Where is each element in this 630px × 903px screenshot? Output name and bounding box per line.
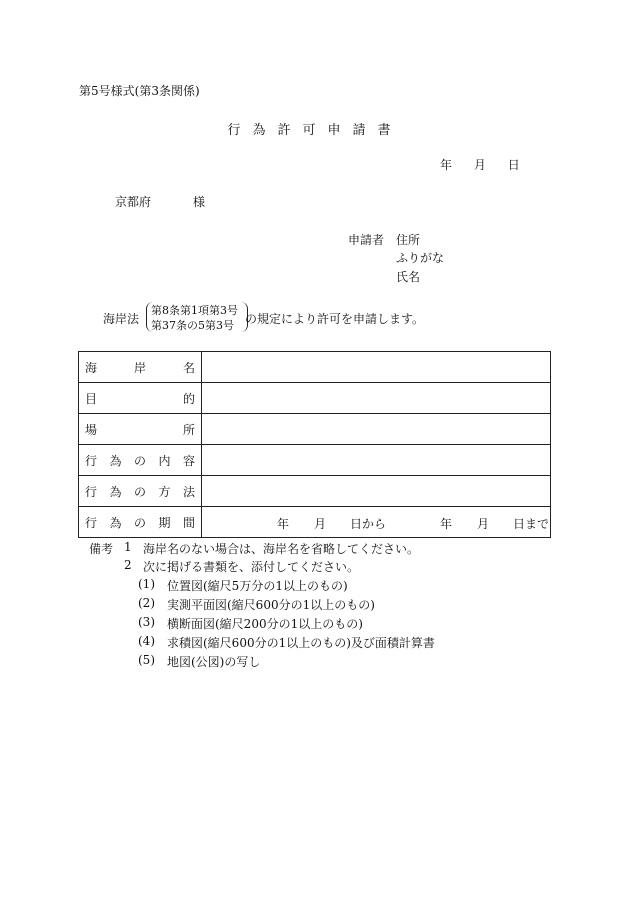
sub-item-5-num: (5) [138, 653, 155, 667]
row-label-char: 的 [182, 391, 195, 406]
period-year-from: 年 [277, 517, 290, 531]
row-label-char: の [133, 484, 146, 499]
row-label [79, 352, 202, 383]
note-1-text: 海岸名のない場合は、海岸名を省略してください。 [143, 542, 420, 556]
row-label-char: の [133, 515, 146, 530]
sub-item-3-text: 横断面図(縮尺200分の1以上のもの) [167, 617, 363, 631]
row-label-char: 所 [182, 422, 195, 437]
row-label-char: 内 [158, 453, 171, 468]
law-article-1: 第8条第1項第3号 [151, 304, 238, 317]
table-row [79, 414, 551, 445]
row-label-char: 名 [182, 360, 195, 375]
sub-item-4-num: (4) [138, 634, 155, 648]
row-label-char: 行 [85, 515, 98, 530]
period-day-from: 日から [350, 517, 387, 531]
row-label-char: 間 [182, 515, 195, 530]
date-line [440, 156, 520, 173]
date-year: 年 [440, 158, 453, 172]
row-value-field[interactable] [202, 476, 551, 507]
note-2-text: 次に掲げる書類を、添付してください。 [143, 560, 360, 574]
row-label [79, 383, 202, 414]
table-row [79, 476, 551, 507]
table-row [79, 352, 551, 383]
sub-item-1-num: (1) [138, 577, 155, 591]
row-label [79, 476, 202, 507]
applicant-label: 申請者 [348, 233, 385, 247]
row-label [79, 507, 202, 538]
period-month-from: 月 [314, 517, 327, 531]
sub-item-5-text: 地図(公図)の写し [167, 655, 261, 669]
table-row [79, 445, 551, 476]
law-statement-tail: の規定により許可を申請します。 [245, 312, 425, 326]
law-article-2: 第37条の5第3号 [151, 319, 234, 332]
notes-heading: 備考 [89, 542, 114, 556]
row-label-char: 為 [109, 515, 122, 530]
addressee-name: 京都府 [115, 195, 152, 209]
form-title: 行為許可申請書 [227, 123, 403, 138]
note-2-num: 2 [124, 558, 132, 572]
row-label-char: 場 [85, 422, 98, 437]
application-table [78, 351, 551, 538]
row-value-field[interactable] [202, 414, 551, 445]
sub-item-2-text: 実測平面図(縮尺600分の1以上のもの) [167, 598, 375, 612]
row-label-char: 為 [109, 484, 122, 499]
row-label-char: 岸 [133, 360, 146, 375]
table-row [79, 383, 551, 414]
row-label-char: 行 [85, 453, 98, 468]
name-label: 氏名 [396, 270, 421, 284]
row-label-char: 容 [182, 453, 195, 468]
sub-item-4-text: 求積図(縮尺600分の1以上のもの)及び面積計算書 [167, 636, 435, 650]
row-value-field[interactable] [202, 445, 551, 476]
row-label-char: 為 [109, 453, 122, 468]
note-1-num: 1 [124, 540, 132, 554]
addressee-honorific: 様 [193, 195, 206, 209]
form-number: 第5号様式(第3条関係) [79, 84, 200, 98]
address-label: 住所 [396, 233, 421, 247]
row-value-field[interactable] [202, 383, 551, 414]
row-label [79, 414, 202, 445]
period-month-to: 月 [477, 517, 490, 531]
period-year-to: 年 [440, 517, 453, 531]
date-day: 日 [507, 158, 520, 172]
furigana-label: ふりがな [396, 251, 445, 265]
sub-item-2-num: (2) [138, 596, 155, 610]
table-row [79, 507, 551, 538]
row-label-char: 行 [85, 484, 98, 499]
row-label-char: 目 [85, 391, 98, 406]
period-day-to: 日まで [513, 517, 550, 531]
row-label-char: 海 [85, 360, 98, 375]
addressee [115, 193, 205, 210]
row-label-char: の [133, 453, 146, 468]
row-label-char: 法 [182, 484, 195, 499]
sub-item-3-num: (3) [138, 615, 155, 629]
row-label-char: 方 [158, 484, 171, 499]
row-value-field[interactable] [202, 352, 551, 383]
row-label [79, 445, 202, 476]
row-label-char: 期 [158, 515, 171, 530]
sub-item-1-text: 位置図(縮尺5万分の1以上のもの) [167, 579, 348, 593]
date-month: 月 [473, 158, 486, 172]
law-name: 海岸法 [103, 312, 140, 326]
row-value-field[interactable] [202, 507, 551, 538]
